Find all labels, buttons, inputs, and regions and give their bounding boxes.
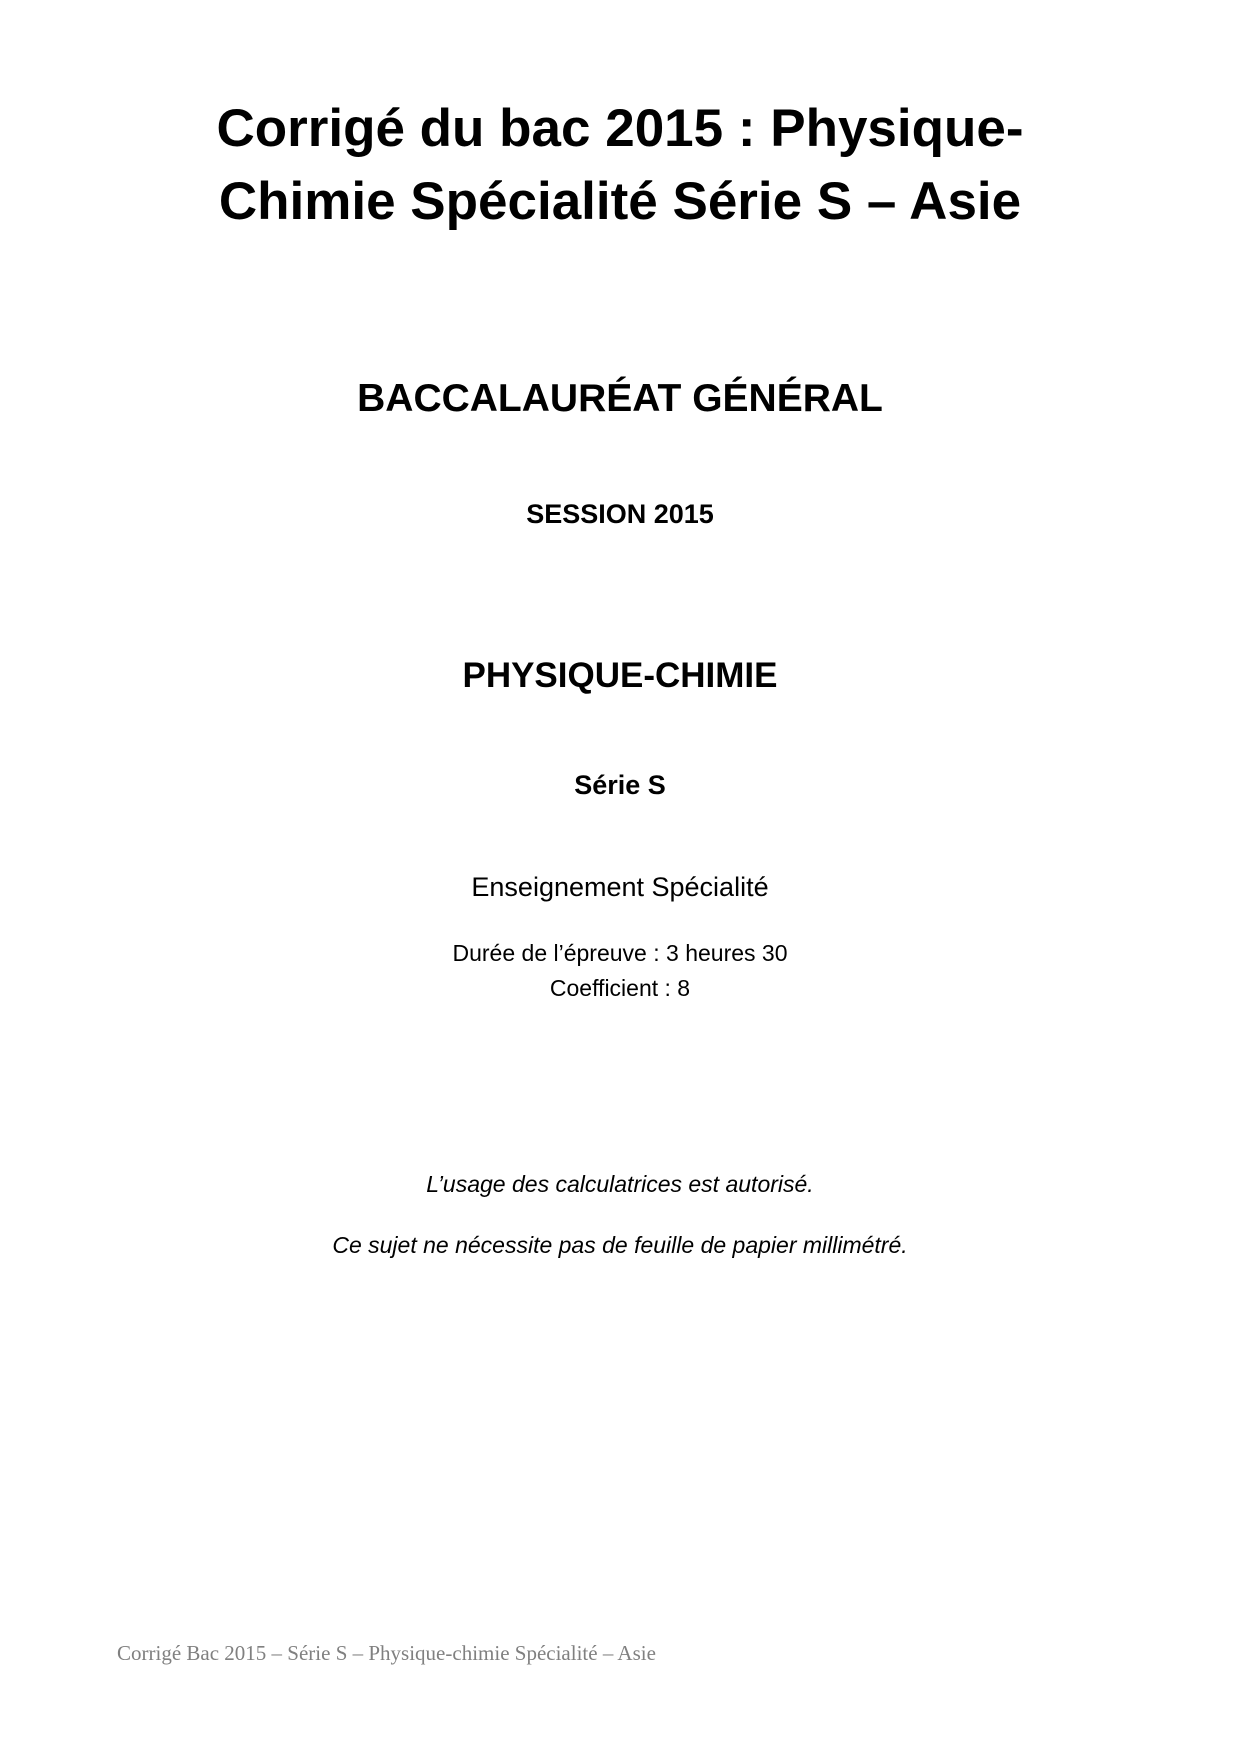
graph-paper-note: Ce sujet ne nécessite pas de feuille de papier millimétré. — [332, 1232, 908, 1258]
coefficient-text: Coefficient : 8 — [549, 975, 691, 1001]
document-title-line-2: Chimie Spécialité Série S – Asie — [218, 172, 1022, 231]
exam-name: BACCALAURÉAT GÉNÉRAL — [357, 377, 883, 420]
serie-label: Série S — [574, 770, 666, 800]
page-footer: Corrigé Bac 2015 – Série S – Physique-chimie Spécialité – Asie — [117, 1641, 656, 1665]
duration-text: Durée de l’épreuve : 3 heures 30 — [452, 940, 788, 966]
document-title-line-1: Corrigé du bac 2015 : Physique- — [216, 99, 1024, 158]
session-label: SESSION 2015 — [526, 499, 714, 529]
exam-details — [0, 936, 1240, 1006]
calculator-note: L’usage des calculatrices est autorisé. — [426, 1171, 814, 1197]
enseignement-label: Enseignement Spécialité — [471, 872, 769, 902]
document-title — [0, 92, 1240, 238]
subject-label: PHYSIQUE-CHIMIE — [462, 656, 778, 695]
